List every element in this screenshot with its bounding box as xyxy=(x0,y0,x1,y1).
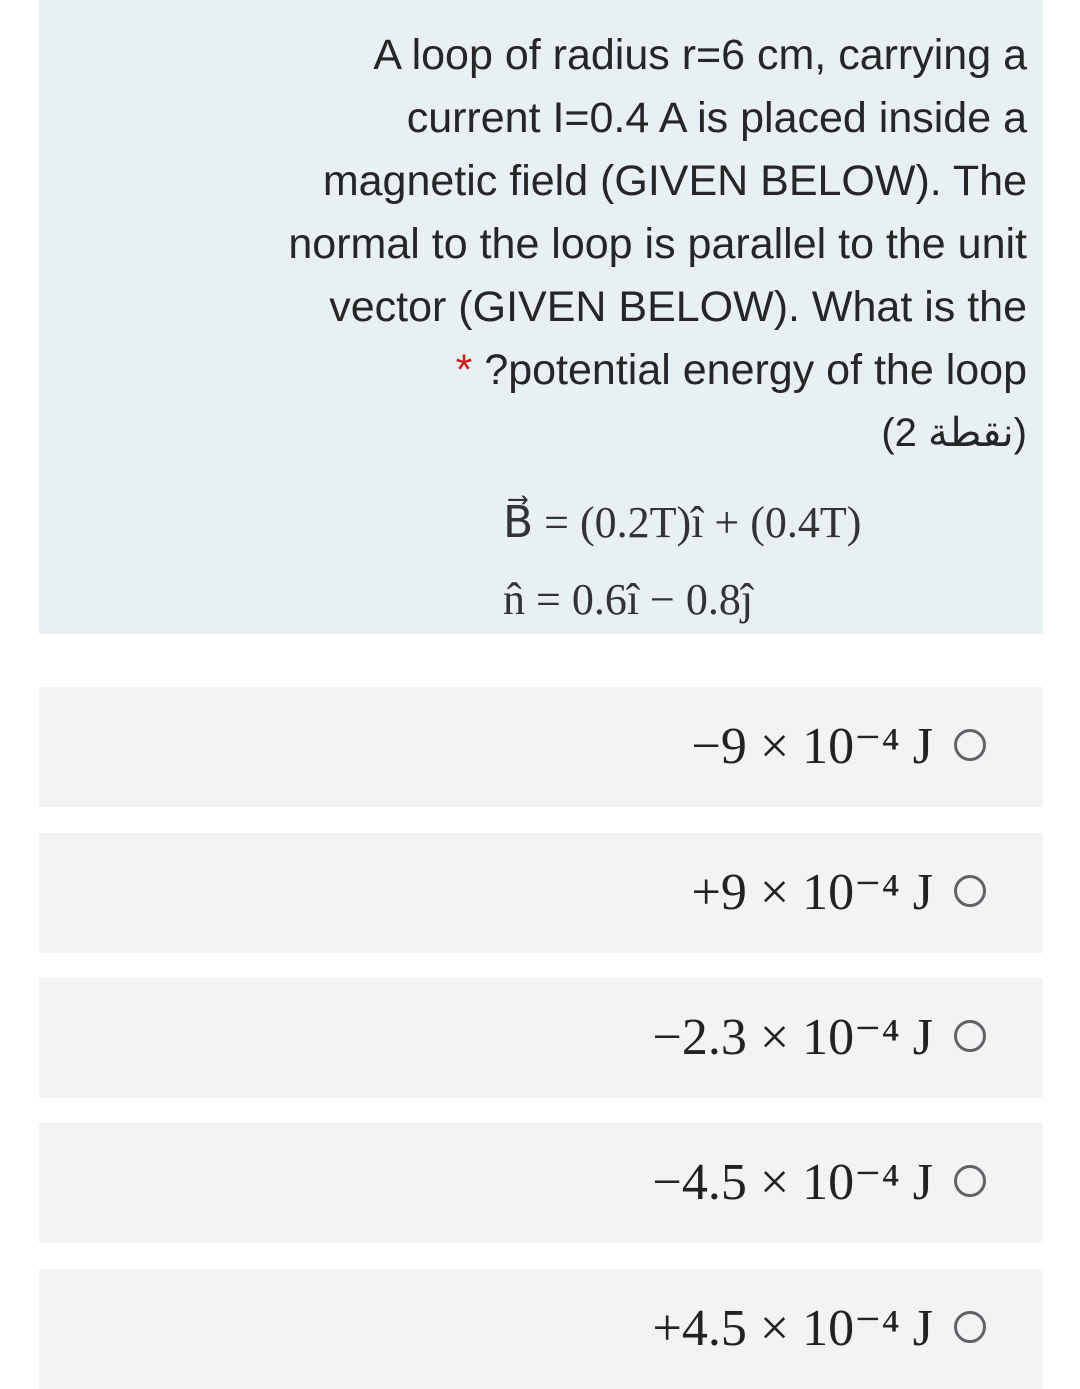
radio-button[interactable] xyxy=(954,1165,986,1197)
question-line-5: vector (GIVEN BELOW). What is the xyxy=(329,283,1027,331)
question-line-1: A loop of radius r=6 cm, carrying a xyxy=(373,31,1027,79)
unit-vector-formula: n̂ = 0.6î − 0.8ĵ xyxy=(503,575,754,624)
radio-button[interactable] xyxy=(954,875,986,907)
answer-option-label: −9 × 10⁻⁴ J xyxy=(691,718,933,775)
question-line-2: current I=0.4 A is placed inside a xyxy=(406,94,1027,142)
answer-option-label: −4.5 × 10⁻⁴ J xyxy=(652,1154,933,1211)
question-line-3: magnetic field (GIVEN BELOW). The xyxy=(322,157,1027,205)
required-star: * xyxy=(455,346,473,394)
answer-option-5[interactable] xyxy=(39,1269,1043,1389)
answer-option-label: +9 × 10⁻⁴ J xyxy=(691,864,933,921)
radio-button[interactable] xyxy=(954,1020,986,1052)
points-label: (2 نقطة) xyxy=(881,411,1027,455)
answer-option-1[interactable] xyxy=(39,687,1043,807)
question-text xyxy=(147,24,1027,402)
answer-option-4[interactable] xyxy=(39,1123,1043,1243)
question-line-6 xyxy=(147,339,1027,402)
radio-button[interactable] xyxy=(954,1311,986,1343)
answer-option-label: −2.3 × 10⁻⁴ J xyxy=(652,1009,933,1066)
answer-option-3[interactable] xyxy=(39,978,1043,1098)
radio-button[interactable] xyxy=(954,729,986,761)
question-line-4: normal to the loop is parallel to the unit xyxy=(288,220,1027,268)
question-line-6-text: ?potential energy of the loop xyxy=(484,346,1027,394)
answer-option-label: +4.5 × 10⁻⁴ J xyxy=(652,1300,933,1357)
magnetic-field-formula: B⃗ = (0.2T)î + (0.4T) xyxy=(503,498,862,547)
answer-option-2[interactable] xyxy=(39,833,1043,953)
